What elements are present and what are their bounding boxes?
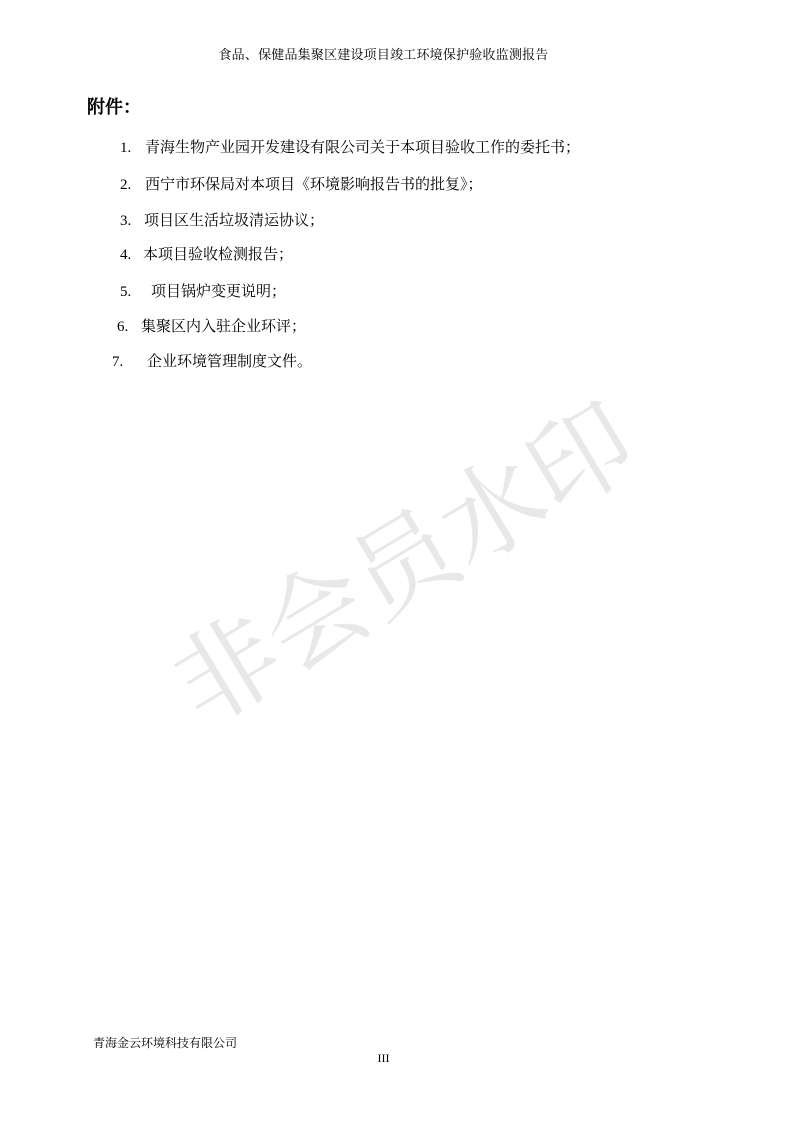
attachment-number: 7. (112, 354, 124, 370)
attachment-item (120, 212, 324, 231)
attachment-item (120, 246, 293, 265)
watermark-text: 非会员水印 (154, 382, 655, 747)
attachment-text: 项目区生活垃圾清运协议； (144, 213, 325, 229)
attachment-number: 5. (120, 284, 132, 300)
footer-company-name: 青海金云环境科技有限公司 (93, 1036, 238, 1050)
page-header-title: 食品、保健品集聚区建设项目竣工环境保护验收监测报告 (218, 47, 549, 62)
attachment-text: 西宁市环保局对本项目《环境影响报告书的批复》； (145, 177, 483, 193)
attachment-number: 1. (120, 140, 132, 156)
attachment-item (112, 353, 312, 372)
page-number: III (377, 1051, 390, 1065)
attachment-number: 2. (120, 177, 132, 193)
attachment-number: 6. (117, 319, 129, 335)
attachment-text: 青海生物产业园开发建设有限公司关于本项目验收工作的委托书； (145, 140, 581, 156)
attachments-heading: 附件： (87, 97, 141, 117)
attachment-text: 项目锅炉变更说明； (151, 284, 287, 300)
attachment-text: 本项目验收检测报告； (143, 247, 294, 263)
attachment-number: 4. (120, 247, 132, 263)
attachment-text: 集聚区内入驻企业环评； (141, 319, 307, 335)
attachment-item (120, 139, 580, 158)
attachment-text: 企业环境管理制度文件。 (147, 354, 313, 370)
attachment-item (120, 176, 483, 195)
attachment-item (120, 283, 286, 302)
attachment-number: 3. (120, 213, 132, 229)
attachment-item (117, 318, 306, 337)
